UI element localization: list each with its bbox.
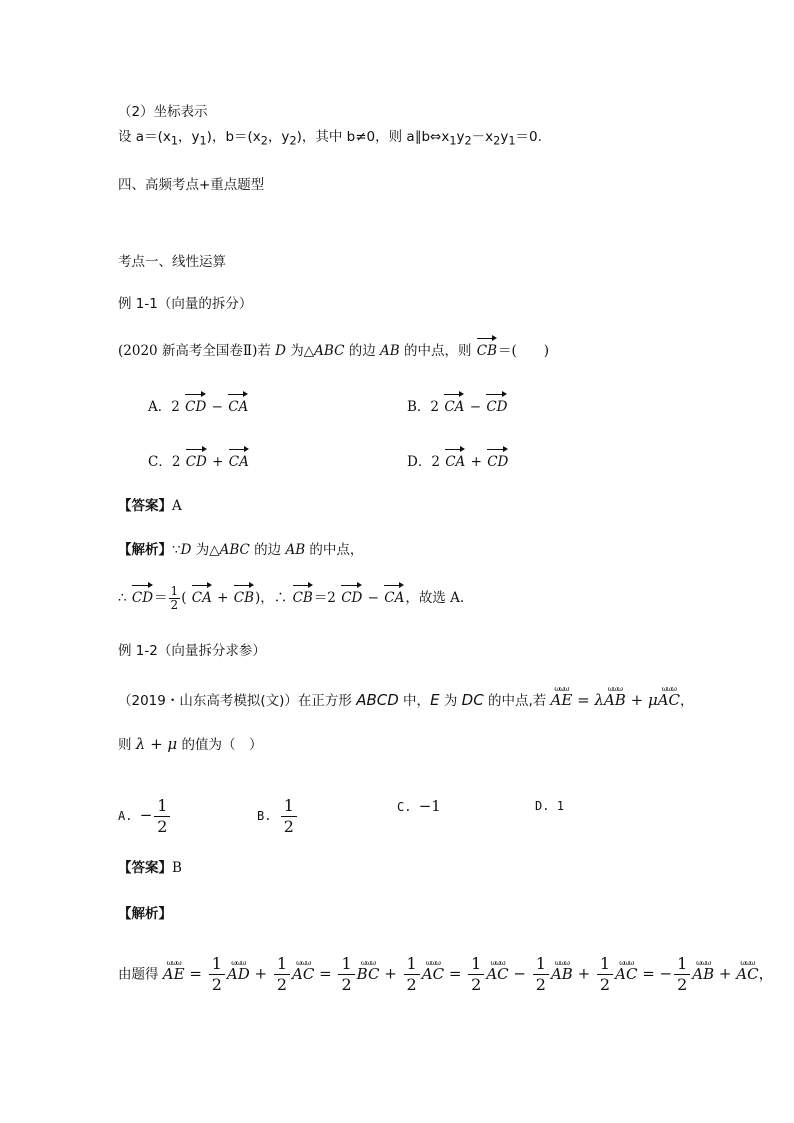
option-value: −1	[418, 797, 441, 815]
vector: ωωω AC	[736, 960, 758, 988]
d-op: +	[714, 964, 737, 983]
cc-sub: 2	[493, 134, 501, 148]
q-text: 为	[439, 693, 462, 709]
vector: ωωω AC	[486, 960, 508, 988]
denominator: 2	[406, 975, 417, 994]
example-1-1-question	[118, 339, 549, 361]
fraction	[533, 954, 549, 995]
answer-1-2	[118, 858, 182, 878]
fraction	[274, 954, 290, 995]
operator: −	[207, 399, 228, 415]
option-label: B．2	[407, 399, 444, 415]
minus-sign: −	[139, 806, 153, 824]
fraction	[154, 796, 170, 837]
cc-sub: 2	[289, 134, 297, 148]
option-label: B.	[257, 809, 279, 823]
a-text: 的中点，	[305, 542, 364, 558]
vector: ωωω AC	[422, 960, 444, 988]
option-c	[148, 450, 250, 472]
cc-text: ，y	[267, 129, 290, 145]
d-op: +	[572, 964, 595, 983]
mu: μ	[647, 691, 658, 709]
vector: CD	[487, 450, 508, 472]
cc-text: )，b＝(x	[206, 129, 261, 145]
vector: CA	[228, 395, 248, 417]
vector: CA	[229, 450, 249, 472]
numerator: 1	[404, 954, 420, 975]
denominator: 2	[157, 817, 168, 836]
example-1-1-title: 例 1-1（向量的拆分）	[118, 296, 253, 312]
option-1-2-a	[118, 796, 172, 837]
key-point-1-heading: 考点一、线性运算	[118, 254, 226, 270]
d-op: =	[184, 964, 207, 983]
vector-ab: ωωω AB	[604, 690, 626, 710]
numerator: 1	[170, 584, 179, 598]
option-1-2-c	[397, 796, 441, 817]
vector: CA	[445, 450, 465, 472]
denominator: 2	[471, 975, 482, 994]
denominator: 2	[170, 598, 179, 612]
vector: CD	[185, 395, 206, 417]
cc-text: )，其中 b≠0，则 a∥b⇔x	[296, 129, 450, 145]
lambda-plus-mu: λ + μ	[135, 735, 178, 753]
q-text: 的边	[344, 343, 381, 359]
denominator: 2	[677, 975, 688, 994]
cc-text: y	[500, 129, 509, 145]
option-label: A.	[118, 809, 140, 823]
d-text: ＝2	[313, 590, 341, 606]
d-op: =	[444, 964, 467, 983]
cc-text: y	[456, 129, 465, 145]
q-text: 中，	[398, 693, 431, 709]
numerator: 1	[154, 796, 170, 817]
option-a	[148, 395, 249, 417]
numerator: 1	[533, 954, 549, 975]
coordinate-condition-line	[118, 127, 542, 152]
analysis-tag: 【解析】	[118, 542, 172, 558]
numerator: 1	[281, 796, 297, 817]
vector: CD	[341, 586, 362, 608]
numerator: 1	[674, 954, 690, 975]
d-text: )，∴	[255, 590, 292, 606]
option-b	[407, 395, 508, 417]
fraction	[209, 954, 225, 995]
a-var: D	[180, 542, 192, 558]
vector: CB	[234, 586, 254, 608]
analysis-1-1-derivation	[118, 585, 464, 612]
vector: ωωω AB	[551, 960, 573, 988]
q-var: D	[275, 343, 286, 359]
vector: CD	[486, 395, 507, 417]
fraction-half	[169, 585, 181, 612]
option-label: D.	[535, 799, 557, 813]
d-text: (	[181, 590, 191, 606]
q-var: ABCD	[356, 691, 399, 709]
cc-sub: 1	[170, 134, 178, 148]
cc-end: ＝0.	[515, 129, 542, 145]
analysis-1-2-derivation	[118, 954, 774, 995]
vector: CA	[384, 586, 404, 608]
a-text: ∵	[172, 542, 181, 558]
vector: ωωω AC	[615, 960, 637, 988]
fraction	[597, 954, 613, 995]
vector: ωωω BC	[357, 960, 380, 988]
q-triangle: △ABC	[303, 343, 345, 359]
a-text: 为	[191, 542, 210, 558]
operator: +	[466, 454, 487, 470]
d-op: +	[379, 964, 402, 983]
example-1-2-question-line2	[118, 734, 262, 755]
cc-sub: 1	[199, 134, 207, 148]
q-var: DC	[461, 691, 484, 709]
vector: CA	[444, 395, 464, 417]
d-text: ＝	[154, 590, 168, 606]
example-1-2-question	[118, 690, 694, 711]
denominator: 2	[599, 975, 611, 994]
d-text: ∴	[118, 590, 131, 606]
option-label: A．2	[148, 399, 185, 415]
denominator: 2	[283, 817, 294, 836]
analysis-1-1	[118, 540, 363, 560]
d-text: 由题得	[118, 966, 163, 983]
vector-ae: ωωω AE	[551, 690, 573, 710]
numerator: 1	[274, 954, 290, 975]
cc-sub: 1	[449, 134, 457, 148]
answer-value: A	[172, 498, 182, 514]
cc-sub: 1	[508, 134, 516, 148]
vector-ac: ωωω AC	[658, 690, 680, 710]
d-text: ，故选 A.	[405, 590, 465, 606]
numerator: 1	[209, 954, 225, 975]
option-label: C．2	[148, 454, 185, 470]
fraction	[674, 954, 690, 995]
vector: ωωω AE	[163, 960, 185, 988]
d-op: ，	[758, 964, 774, 983]
q-text: 的值为（ ）	[177, 737, 263, 753]
operator: −	[465, 399, 486, 415]
d-op: +	[249, 964, 272, 983]
q-var: E	[430, 691, 440, 709]
denominator: 2	[211, 975, 222, 994]
q-var: AB	[380, 343, 400, 359]
q-text: 为	[285, 343, 304, 359]
option-label: C.	[397, 800, 419, 814]
numerator: 1	[597, 954, 613, 975]
example-1-2-title: 例 1-2（向量拆分求参）	[118, 643, 266, 659]
option-1-2-d	[535, 796, 564, 816]
q-text: 的中点，则	[399, 343, 476, 359]
vector: ωωω AC	[292, 960, 314, 988]
plus: +	[625, 691, 648, 709]
section-heading-4: 四、高频考点+重点题型	[118, 177, 265, 193]
option-1-2-b	[257, 796, 299, 837]
subsection-heading-coordinates: （2）坐标表示	[118, 104, 208, 120]
q-text: （2019・山东高考模拟(文)）在正方形	[118, 693, 357, 709]
answer-tag: 【答案】	[118, 498, 172, 514]
cc-text: ，y	[178, 129, 200, 145]
operator: +	[207, 454, 228, 470]
numerator: 1	[338, 954, 354, 975]
vector: CD	[186, 450, 207, 472]
cc-pre: 设 a＝(x	[118, 129, 171, 145]
q-text: ，	[680, 693, 694, 709]
numerator: 1	[468, 954, 484, 975]
a-triangle: △ABC	[209, 542, 250, 558]
q-text: 则	[118, 737, 136, 753]
option-d	[407, 450, 509, 472]
q-text: (2020 新高考全国卷Ⅱ)若	[118, 343, 276, 359]
d-text: −	[363, 590, 384, 606]
answer-tag: 【答案】	[118, 860, 172, 876]
option-label: D．2	[407, 454, 445, 470]
denominator: 2	[276, 975, 288, 994]
answer-value: B	[172, 860, 182, 876]
cc-text: －x	[471, 129, 494, 145]
equals: =	[572, 691, 595, 709]
vector: CD	[132, 586, 153, 608]
q-text: ＝( )	[498, 343, 550, 359]
d-op: −	[508, 964, 531, 983]
cc-sub: 2	[464, 134, 472, 148]
fraction	[468, 954, 484, 995]
vector: ωωω AD	[227, 960, 250, 988]
d-op: =	[314, 964, 337, 983]
a-var: AB	[285, 542, 306, 558]
denominator: 2	[341, 975, 352, 994]
option-value: 1	[556, 799, 564, 813]
vector: CA	[192, 586, 212, 608]
q-text: 的中点,若	[483, 693, 551, 709]
cc-sub: 2	[260, 134, 268, 148]
d-op: = −	[637, 964, 673, 983]
fraction	[404, 954, 420, 995]
vector: CB	[293, 586, 313, 608]
lambda: λ	[594, 691, 604, 709]
vector: ωωω AB	[692, 960, 714, 988]
answer-1-1	[118, 496, 182, 516]
fraction	[338, 954, 354, 995]
analysis-1-2-tag: 【解析】	[118, 906, 172, 922]
d-text: +	[212, 590, 233, 606]
denominator: 2	[535, 975, 546, 994]
fraction	[281, 796, 297, 837]
a-text: 的边	[249, 542, 286, 558]
vector-cb: CB	[477, 339, 497, 361]
